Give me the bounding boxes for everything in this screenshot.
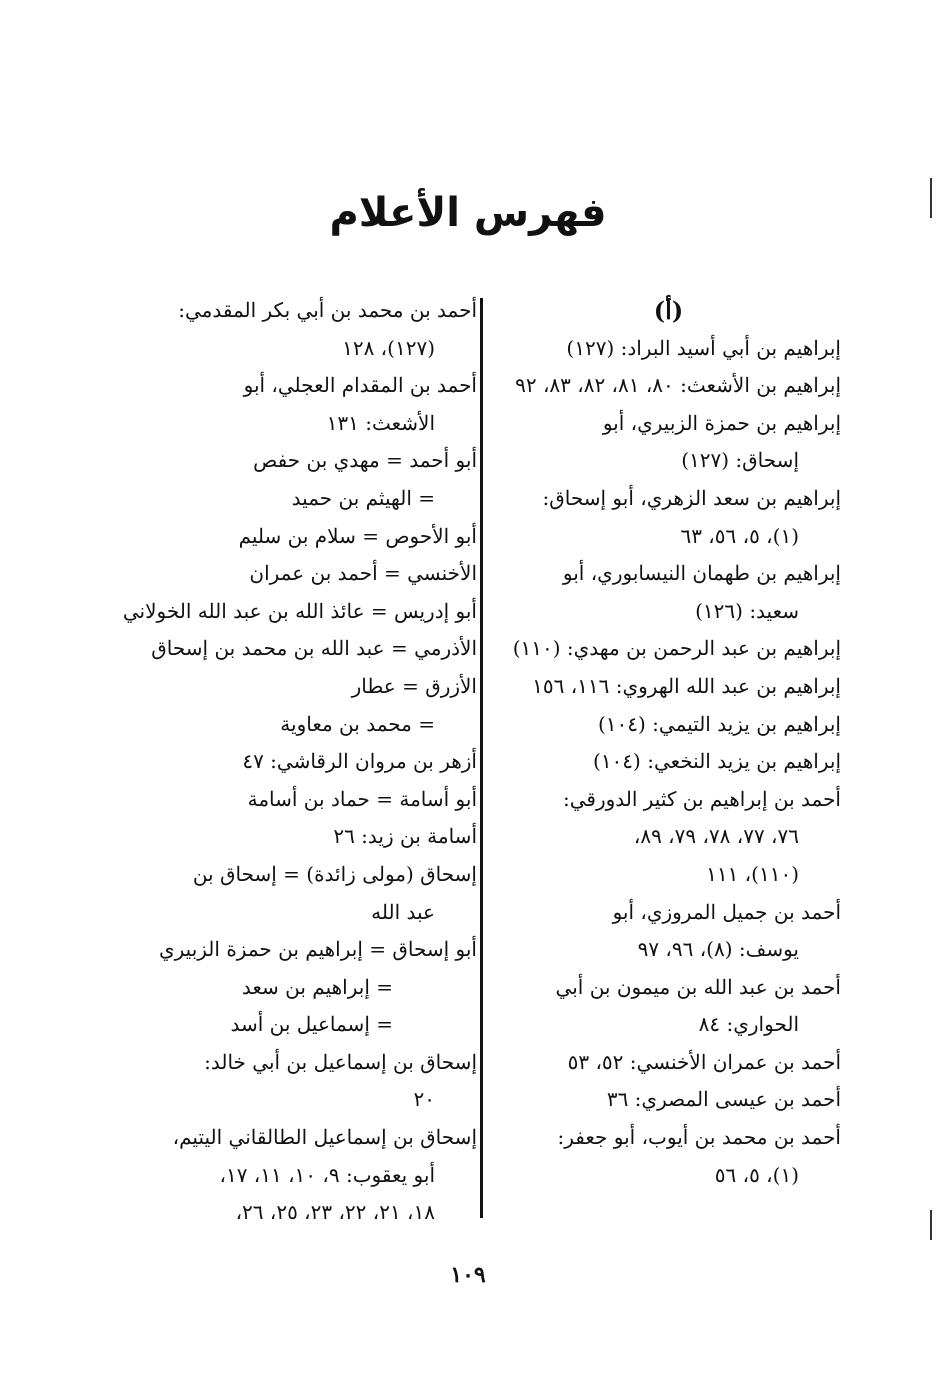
page-number: ١٠٩ <box>450 1262 486 1288</box>
index-entry-line: إسحاق (مولى زائدة) = إسحاق بن <box>192 861 477 886</box>
index-entry-line: إبراهيم بن يزيد التيمي: (١٠٤) <box>597 711 841 736</box>
scan-margin-mark <box>930 1210 932 1240</box>
index-entry-line: أبو أحمد = مهدي بن حفص <box>253 448 477 473</box>
index-entry-line: أبو إسحاق = إبراهيم بن حمزة الزبيري <box>158 937 477 962</box>
page-title: فهرس الأعلام <box>329 190 607 236</box>
section-letter: (أ) <box>653 296 684 325</box>
index-entry-line: الأشعث: ١٣١ <box>326 410 435 435</box>
index-entry-line: إبراهيم بن طهمان النيسابوري، أبو <box>562 561 841 586</box>
index-entries-left <box>122 292 477 1232</box>
index-column-right <box>496 292 841 1194</box>
index-entries-right <box>496 330 841 1195</box>
index-entry-line: إسحاق بن إسماعيل الطالقاني اليتيم، <box>172 1125 477 1150</box>
index-entry-line: أبو الأحوص = سلام بن سليم <box>238 523 477 548</box>
index-entry-line: أحمد بن المقدام العجلي، أبو <box>243 373 477 398</box>
index-entry-line: أبو إدريس = عائذ الله بن عبد الله الخولاني <box>122 598 477 623</box>
column-divider <box>480 298 483 1218</box>
index-entry-line: أحمد بن عمران الأخنسي: ٥٢، ٥٣ <box>567 1049 841 1074</box>
index-entry-line: إبراهيم بن الأشعث: ٨٠، ٨١، ٨٢، ٨٣، ٩٢ <box>515 373 841 398</box>
index-entry-line: = إبراهيم بن سعد <box>241 974 393 999</box>
index-entry-line: ١٨، ٢١، ٢٢، ٢٣، ٢٥، ٢٦، <box>235 1200 435 1225</box>
index-entry-line: أحمد بن عبد الله بن ميمون بن أبي <box>555 974 841 999</box>
index-entry-line: (١)، ٥، ٥٦ <box>714 1162 799 1187</box>
index-entry-line: أبو يعقوب: ٩، ١٠، ١١، ١٧، <box>219 1162 435 1187</box>
index-entry-line: أحمد بن محمد بن أبي بكر المقدمي: <box>178 298 477 322</box>
index-entry-line: إبراهيم بن عبد الله الهروي: ١١٦، ١٥٦ <box>532 673 841 698</box>
index-entry-line: أحمد بن جميل المروزي، أبو <box>612 899 841 924</box>
index-entry-line: أحمد بن إبراهيم بن كثير الدورقي: <box>562 786 841 811</box>
index-entry-line: أسامة بن زيد: ٢٦ <box>333 824 477 849</box>
index-entry-line: الأزرق = عطار <box>351 673 477 698</box>
index-entry-line: إبراهيم بن أبي أسيد البراد: (١٢٧) <box>566 335 841 360</box>
index-entry-line: إسحاق: (١٢٧) <box>681 448 799 473</box>
index-entry-line: الأذرمي = عبد الله بن محمد بن إسحاق <box>151 636 477 661</box>
index-entry-line: أحمد بن عيسى المصري: ٣٦ <box>606 1087 841 1112</box>
index-entry-line: يوسف: (٨)، ٩٦، ٩٧ <box>637 937 799 962</box>
index-entry-line: = الهيثم بن حميد <box>291 485 435 510</box>
index-entry-line: سعيد: (١٢٦) <box>695 598 799 623</box>
index-entry-line: أبو أسامة = حماد بن أسامة <box>247 786 477 811</box>
index-entry-line: إبراهيم بن سعد الزهري، أبو إسحاق: <box>542 485 841 510</box>
index-entry-line: الحواري: ٨٤ <box>698 1012 799 1037</box>
index-entry-line: الأخنسي = أحمد بن عمران <box>249 561 477 586</box>
index-column-left <box>122 292 477 1232</box>
index-entry-line: ٢٠ <box>413 1087 435 1112</box>
index-entry-line: إسحاق بن إسماعيل بن أبي خالد: <box>204 1049 477 1074</box>
index-entry-line: ٧٦، ٧٧، ٧٨، ٧٩، ٨٩، <box>633 824 799 849</box>
index-entry-line: أزهر بن مروان الرقاشي: ٤٧ <box>242 749 477 774</box>
index-entry-line: (١٢٧)، ١٢٨ <box>342 335 435 360</box>
index-entry-line: (١)، ٥، ٥٦، ٦٣ <box>680 523 799 548</box>
index-entry-line: إبراهيم بن عبد الرحمن بن مهدي: (١١٠) <box>512 636 841 661</box>
index-entry-line: = إسماعيل بن أسد <box>230 1012 393 1037</box>
index-entry-line: = محمد بن معاوية <box>280 711 435 736</box>
scan-margin-mark <box>930 178 932 218</box>
index-entry-line: (١١٠)، ١١١ <box>706 861 799 886</box>
index-entry-line: إبراهيم بن يزيد النخعي: (١٠٤) <box>593 749 841 774</box>
index-entry-line: إبراهيم بن حمزة الزبيري، أبو <box>602 410 841 435</box>
index-entry-line: عبد الله <box>371 899 435 924</box>
index-entry-line: أحمد بن محمد بن أيوب، أبو جعفر: <box>557 1125 841 1150</box>
